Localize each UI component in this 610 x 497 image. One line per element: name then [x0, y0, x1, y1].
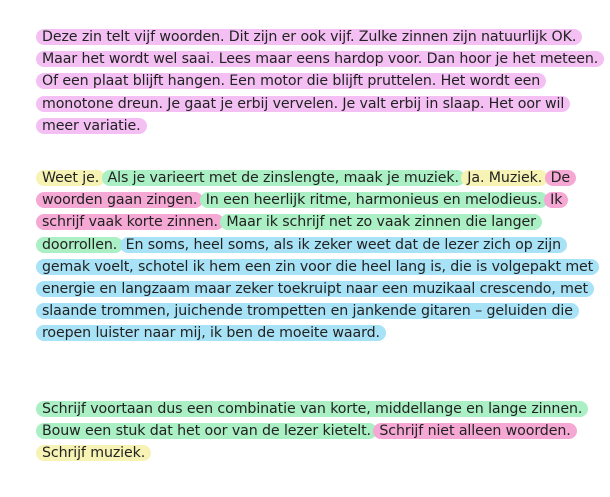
paragraph-3 — [40, 398, 600, 465]
highlight-segment: Ik schrijf vaak korte zinnen. — [36, 192, 568, 230]
paragraph-2 — [40, 167, 600, 345]
highlight-segment: En soms, heel soms, als ik zeker weet dat de lezer zich op zijn gemak voelt, schotel ik hem een zin voor die heel lang is, die is volgepakt met energie en langzaam maar zeker toekruipt naar een muzikaal crescendo, met slaande trommen, juichende trompetten en jankende gitaren – geluiden die roepen luister naar mij, ik ben de moeite waard. — [36, 237, 599, 342]
highlight-segment: Maar ik schrijf net zo vaak zinnen die langer doorrollen. — [36, 214, 542, 252]
highlight-segment: Schrijf voortaan dus een combinatie van korte, middellange en lange zinnen. Bouw een stuk dat het oor van de lezer kietelt. — [36, 401, 588, 439]
highlight-segment: Schrijf niet alleen woorden. — [373, 423, 576, 439]
highlight-segment: Ja. Muziek. — [461, 170, 548, 186]
highlight-segment: Schrijf muziek. — [36, 445, 151, 461]
highlight-segment: Weet je. — [36, 170, 105, 186]
highlight-segment: Als je varieert met de zinslengte, maak je muziek. — [102, 170, 465, 186]
highlight-segment: Deze zin telt vijf woorden. Dit zijn er ook vijf. Zulke zinnen zijn natuurlijk OK. Maar het wordt wel saai. Lees maar eens hardop voor. Dan hoor je het meteen. Of een plaat blijft hangen. Een motor die blijft pruttelen. Het wordt een monotone dreun. Je gaat je erbij vervelen. Je valt erbij in slaap. Het oor wil meer variatie. — [36, 29, 604, 134]
highlight-segment: De woorden gaan zingen. — [36, 170, 576, 208]
paragraph-1 — [40, 26, 600, 137]
highlight-segment: In een heerlijk ritme, harmonieus en melodieus. — [200, 192, 548, 208]
